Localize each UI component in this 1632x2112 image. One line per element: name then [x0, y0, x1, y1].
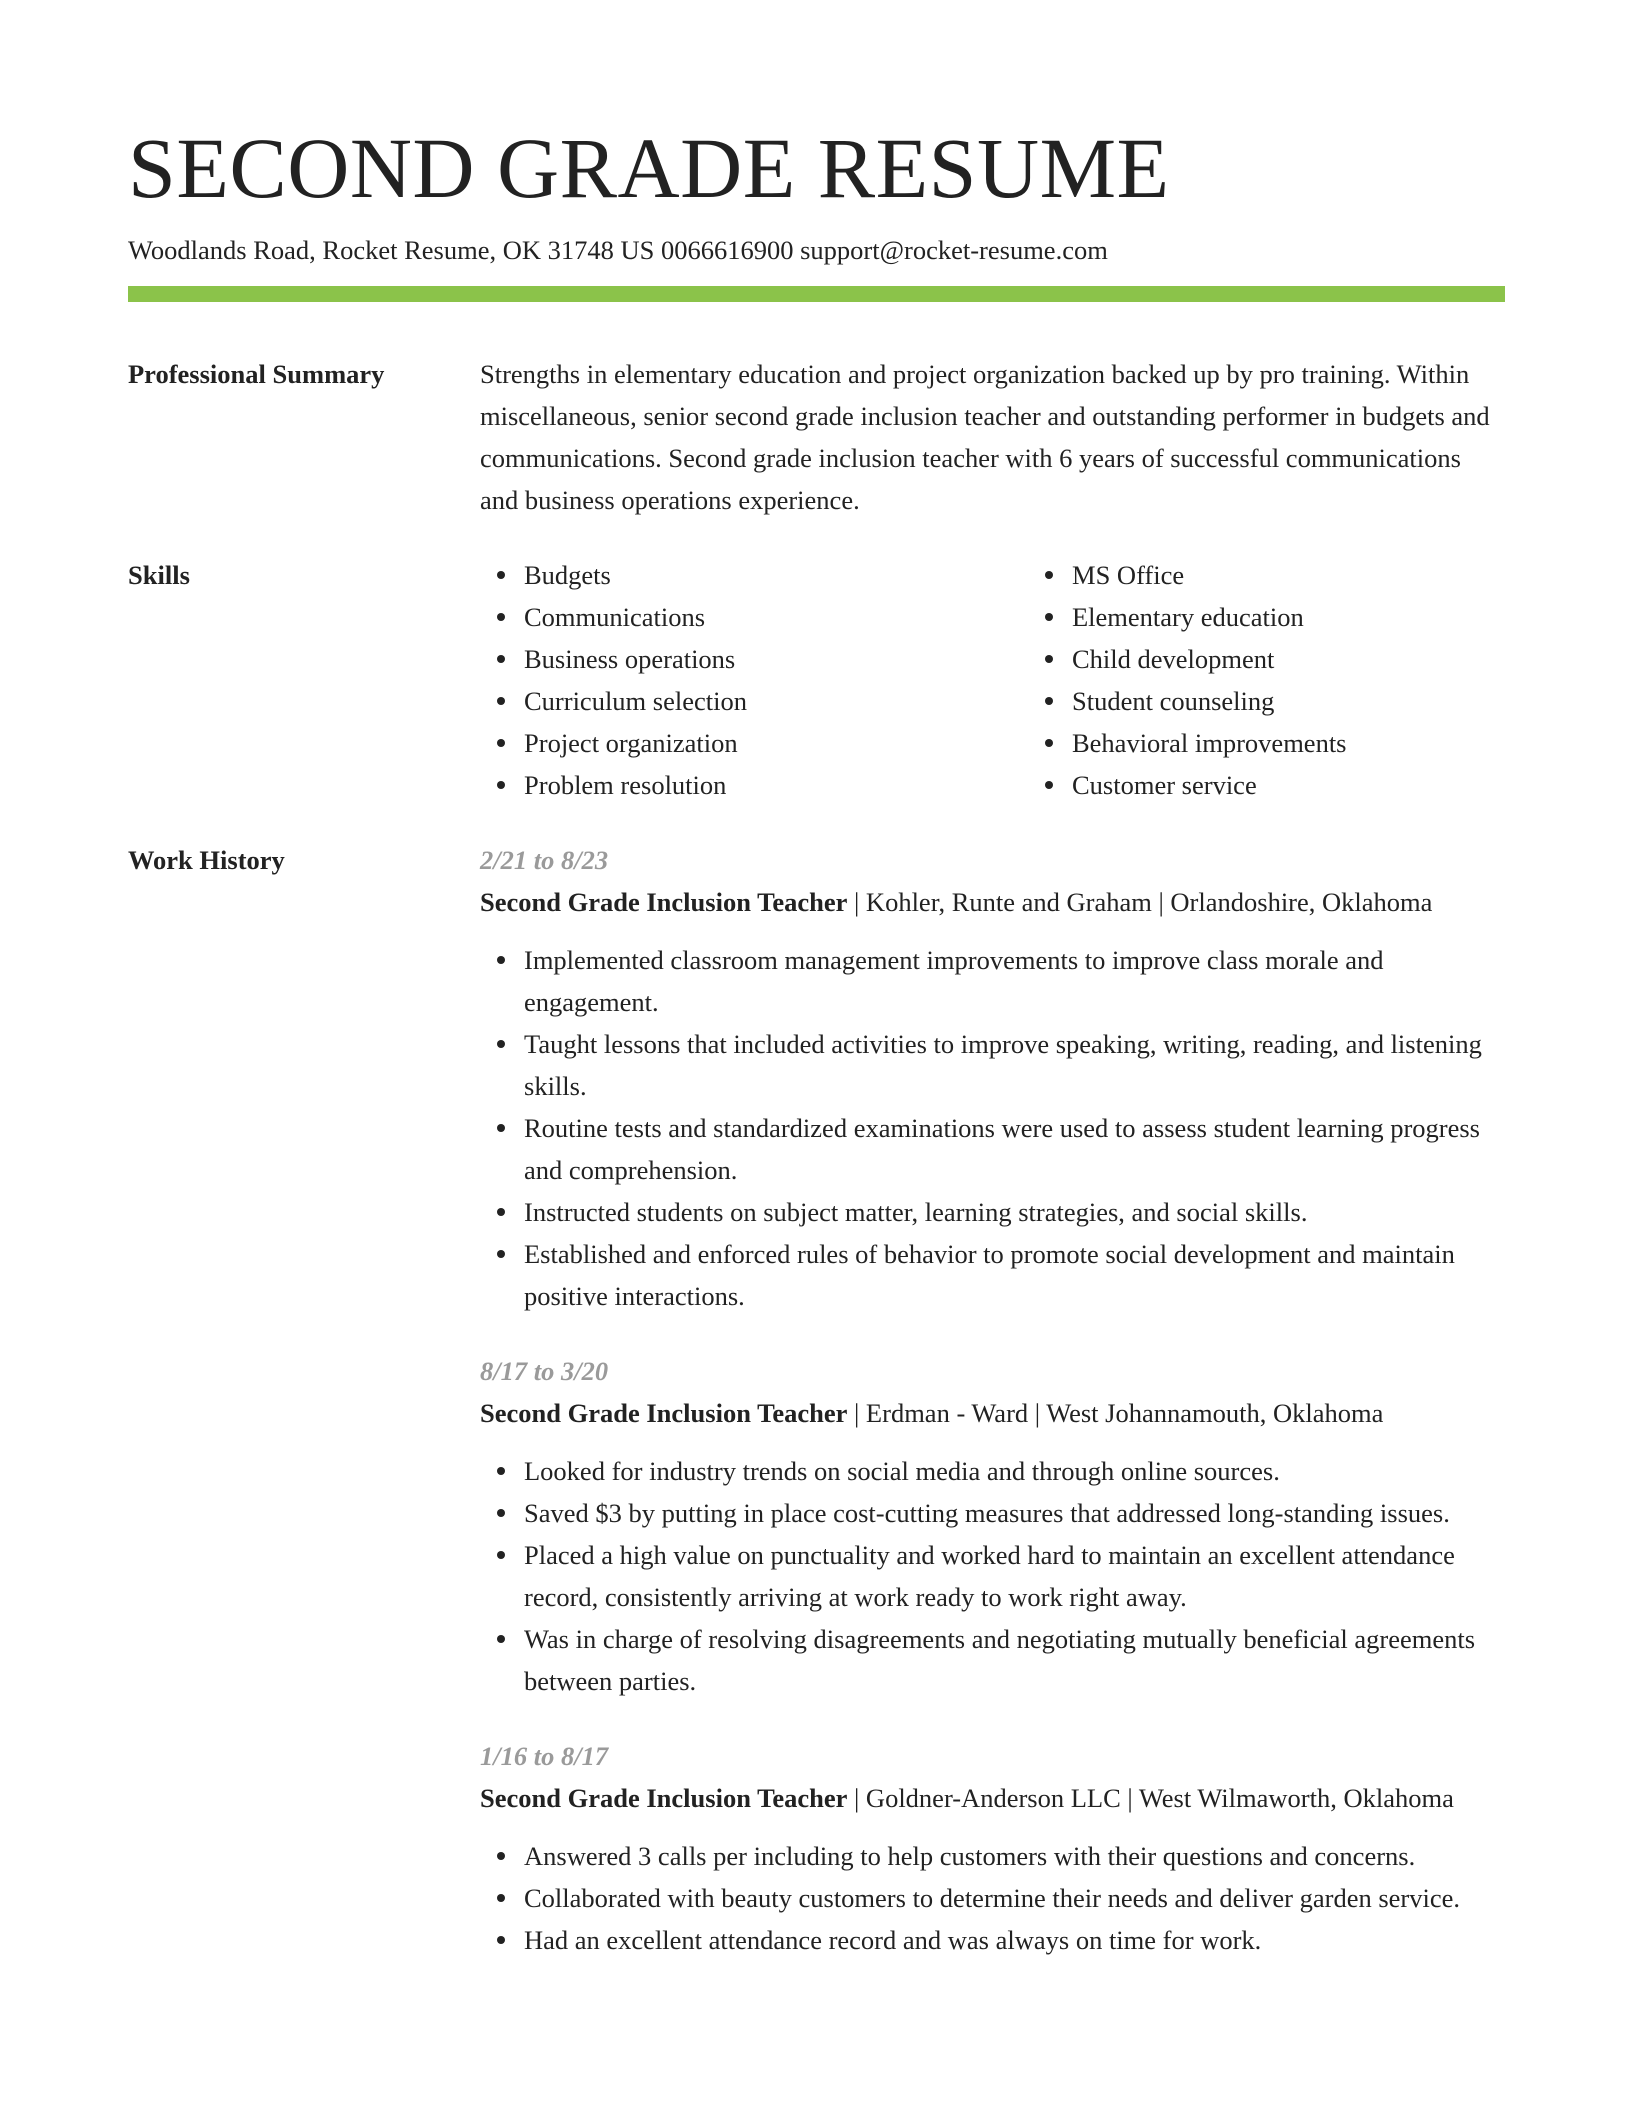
job-entry — [480, 1350, 1505, 1702]
skill-item: Project organization — [524, 722, 1028, 764]
responsibility-item: Instructed students on subject matter, learning strategies, and social skills. — [524, 1191, 1505, 1233]
skill-item: Budgets — [524, 554, 1028, 596]
job-heading — [480, 1392, 1505, 1434]
skill-item: Child development — [1072, 638, 1347, 680]
section-label-work-history: Work History — [128, 845, 285, 875]
skill-item: Communications — [524, 596, 1028, 638]
section-label-skills: Skills — [128, 560, 190, 590]
job-heading — [480, 881, 1505, 923]
job-responsibilities — [480, 1835, 1505, 1961]
job-entry — [480, 1735, 1505, 1961]
skills-column-1 — [480, 554, 1028, 806]
responsibility-item: Taught lessons that included activities to improve speaking, writing, reading, and listening skills. — [524, 1023, 1505, 1107]
skills-grid — [480, 554, 1505, 806]
professional-summary-section — [128, 353, 1505, 521]
responsibility-item: Answered 3 calls per including to help customers with their questions and concerns. — [524, 1835, 1505, 1877]
job-employer-location: | Erdman - Ward | West Johannamouth, Oklahoma — [847, 1398, 1384, 1428]
responsibility-item: Was in charge of resolving disagreements and negotiating mutually beneficial agreements between parties. — [524, 1618, 1505, 1702]
section-label-summary: Professional Summary — [128, 359, 385, 389]
job-dates: 1/16 to 8/17 — [480, 1741, 609, 1771]
skill-item: Customer service — [1072, 764, 1347, 806]
responsibility-item: Collaborated with beauty customers to determine their needs and deliver garden service. — [524, 1877, 1505, 1919]
responsibility-item: Implemented classroom management improvements to improve class morale and engagement. — [524, 939, 1505, 1023]
responsibility-item: Saved $3 by putting in place cost-cutting measures that addressed long-standing issues. — [524, 1492, 1505, 1534]
header-divider — [128, 286, 1505, 302]
contact-line: Woodlands Road, Rocket Resume, OK 31748 US 0066616900 support@rocket-resume.com — [128, 235, 1108, 265]
resume-page — [128, 118, 1505, 1961]
work-history-list — [480, 839, 1505, 1961]
skill-item: Business operations — [524, 638, 1028, 680]
skill-item: Behavioral improvements — [1072, 722, 1347, 764]
job-employer-location: | Kohler, Runte and Graham | Orlandoshire, Oklahoma — [847, 887, 1433, 917]
skill-item: Student counseling — [1072, 680, 1347, 722]
skill-item: Elementary education — [1072, 596, 1347, 638]
job-entry — [480, 839, 1505, 1317]
job-title: Second Grade Inclusion Teacher — [480, 1398, 848, 1428]
job-responsibilities — [480, 1450, 1505, 1702]
responsibility-item: Established and enforced rules of behavior to promote social development and maintain positive interactions. — [524, 1233, 1505, 1317]
skill-item: MS Office — [1072, 554, 1347, 596]
summary-text: Strengths in elementary education and project organization backed up by pro training. Within miscellaneous, senior second grade inclusion teacher and outstanding performer in budgets and communications. Second grade inclusion teacher with 6 years of successful communications and business operations experience. — [480, 359, 1490, 515]
responsibility-item: Placed a high value on punctuality and worked hard to maintain an excellent attendance record, consistently arriving at work ready to work right away. — [524, 1534, 1505, 1618]
job-dates: 2/21 to 8/23 — [480, 845, 609, 875]
skills-column-2 — [1028, 554, 1347, 806]
job-title: Second Grade Inclusion Teacher — [480, 1783, 848, 1813]
skill-item: Problem resolution — [524, 764, 1028, 806]
job-title: Second Grade Inclusion Teacher — [480, 887, 848, 917]
job-employer-location: | Goldner-Anderson LLC | West Wilmaworth, Oklahoma — [847, 1783, 1454, 1813]
responsibility-item: Routine tests and standardized examinations were used to assess student learning progress and comprehension. — [524, 1107, 1505, 1191]
job-dates: 8/17 to 3/20 — [480, 1356, 609, 1386]
skill-item: Curriculum selection — [524, 680, 1028, 722]
skills-section — [128, 554, 1505, 806]
work-history-section — [128, 839, 1505, 1961]
job-responsibilities — [480, 939, 1505, 1317]
resume-title: SECOND GRADE RESUME — [128, 120, 1170, 216]
responsibility-item: Had an excellent attendance record and was always on time for work. — [524, 1919, 1505, 1961]
job-heading — [480, 1777, 1505, 1819]
responsibility-item: Looked for industry trends on social media and through online sources. — [524, 1450, 1505, 1492]
